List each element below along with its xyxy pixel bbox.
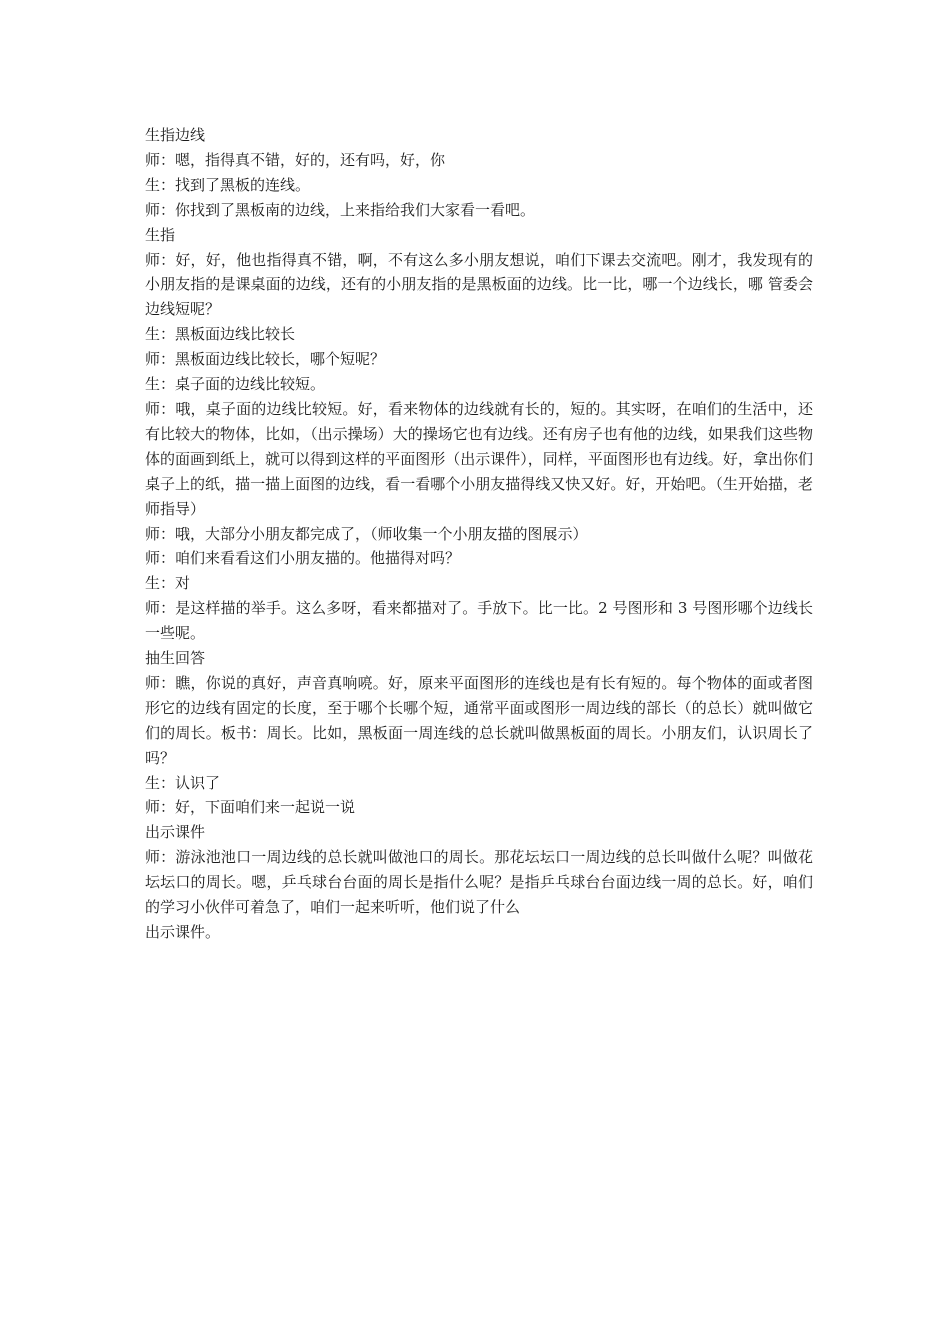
paragraph: 生：黑板面边线比较长 [145, 325, 296, 344]
paragraph: 生：对 [145, 574, 191, 593]
paragraph: 生：桌子面的边线比较短。 [145, 375, 326, 394]
paragraph: 师：哦，桌子面的边线比较短。好，看来物体的边线就有长的，短的。其实呀，在咱们的生活中，还有比较大的物体，比如，（出示操场）大的操场它也有边线。还有房子也有他的边线，如果我们这些物体的面画到纸上，就可以得到这样的平面图形（出示课件），同样，平面图形也有边线。好，拿出你们桌子上的纸，描一描上面图的边线，看一看哪个小朋友描得线又快又好。好，开始吧。（生开始描，老师指导） [145, 399, 813, 518]
paragraph: 师：瞧，你说的真好，声音真响喨。好，原来平面图形的连线也是有长有短的。每个物体的面或者图形它的边线有固定的长度，至于哪个长哪个短，通常平面或图形一周边线的部长（的总长）就叫做它们的周长。板书：周长。比如，黑板面一周连线的总长就叫做黑板面的周长。小朋友们，认识周长了吗？ [145, 673, 813, 767]
paragraph: 生：找到了黑板的连线。 [145, 175, 311, 194]
paragraph: 师：好，好，他也指得真不错，啊，不有这么多小朋友想说，咱们下课去交流吧。刚才，我发现有的小朋友指的是课桌面的边线，还有的小朋友指的是黑板面的边线。比一比，哪一个边线长，哪 管委会边线短呢？ [145, 250, 813, 319]
paragraph: 师：游泳池池口一周边线的总长就叫做池口的周长。那花坛坛口一周边线的总长叫做什么呢？叫做花坛坛口的周长。嗯，乒乓球台台面的周长是指什么呢？是指乒乓球台台面边线一周的总长。好，咱们的学习小伙伴可着急了，咱们一起来听听，他们说了什么 [145, 848, 813, 917]
paragraph: 师：黑板面边线比较长，哪个短呢？ [145, 350, 386, 369]
paragraph: 生指边线 [145, 126, 206, 144]
paragraph: 师：你找到了黑板南的边线，上来指给我们大家看一看吧。 [145, 200, 536, 219]
paragraph: 师：咱们来看看这们小朋友描的。他描得对吗？ [145, 549, 461, 568]
paragraph: 生指 [145, 225, 176, 244]
paragraph: 师：哦，大部分小朋友都完成了，（师收集一个小朋友描的图展示） [145, 524, 588, 543]
paragraph: 师：是这样描的举手。这么多呀，看来都描对了。手放下。比一比。2 号图形和 3 号图形哪个边线长一些呢。 [145, 599, 813, 643]
paragraph: 出示课件 [145, 823, 206, 842]
paragraph: 师：好，下面咱们来一起说一说 [145, 798, 356, 817]
document-body [145, 123, 813, 945]
paragraph: 出示课件。 [145, 923, 221, 941]
paragraph: 师：嗯，指得真不错，好的，还有吗，好，你 [145, 150, 446, 169]
paragraph: 生：认识了 [145, 773, 221, 792]
paragraph: 抽生回答 [145, 649, 206, 668]
